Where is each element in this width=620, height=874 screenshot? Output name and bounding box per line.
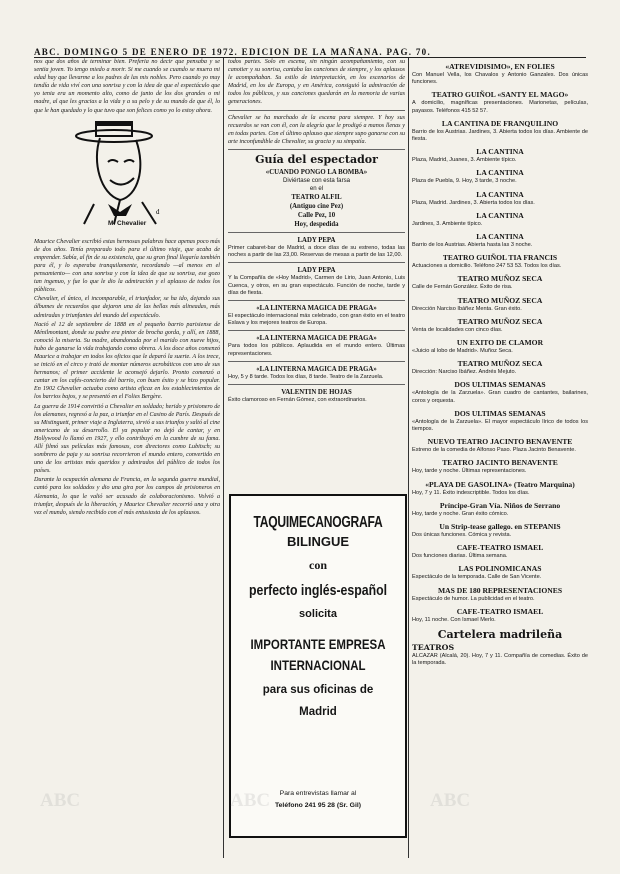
center-paragraph: Chevalier se ha marchado de la escena para siempre. Y hoy sus recuerdos se van con él, con la alegría que le prodigó a manos llenas y en todas partes. Con el último aplauso que siempre supo ganarse con su arte inconfundible de Chevalier, su gracia y su simpatía. (228, 114, 405, 145)
abc-watermark: ABC (230, 790, 271, 811)
guide-title: Guía del espectador (255, 152, 378, 166)
listing-text: «Juicio al lobo de Madrid». Muñoz Seca. (412, 348, 513, 355)
listing-text: Dirección: Narciso Ibáñez. Andrés Mejuto. (412, 369, 517, 376)
article-column (34, 58, 220, 858)
listing-text: «Antología de la Zarzuela». Gran cuadro de cantantes, bailarines, coros y orquesta. (412, 390, 588, 404)
listing-text: Espectáculo de humor. La publicidad en el teatro. (412, 595, 535, 602)
listing-title: TEATRO MUÑOZ SECA (457, 295, 543, 305)
listing-title: CAFE-TEATRO ISMAEL (456, 606, 544, 616)
listing-text: Espectáculo de la temporada. Calle de San Vicente. (412, 574, 542, 581)
listing-text: A domicilio, magníficas presentaciones. Marionetas, películas, payasos. Teléfonos 415 52 57. (412, 100, 588, 114)
listing-title: CAFE-TEATRO ISMAEL (456, 543, 544, 553)
listing-title: TEATRO JACINTO BENAVENTE (442, 458, 558, 468)
divider (228, 232, 405, 233)
divider (228, 361, 405, 362)
page-header: ABC. DOMINGO 5 DE ENERO DE 1972. EDICION DE LA MAÑANA. PAG. 70. (34, 47, 431, 57)
abc-watermark: ABC (40, 790, 81, 811)
listing-text: Calle de Fernán González. Éxito de risa. (412, 284, 513, 291)
listing-text: Plaza de Puebla, 9. Hoy, 3 tarde, 3 noche. (412, 178, 517, 185)
job-advertisement (229, 494, 407, 838)
listing-title: Un Strip-tease gallego. en STEPANIS (439, 522, 561, 532)
cartelera-title: Cartelera madrileña (437, 628, 563, 642)
guide-intro-line: Diviértase con esta farsa (282, 176, 351, 184)
column-rule (408, 58, 409, 858)
listing-title: LA CANTINA (476, 232, 524, 242)
center-paragraph: todos partes. Solo en escena, sin ningún acompañamiento, con su canotier y su sonrisa, cantaba las canciones de siempre, y los aplausos le acompañaban. Su estilo de interpretación, en los escenarios de Madrid, en los de Europa, y en América, consiguió la admiración de todos los públicos, y sus canciones quedarán en la memoria de varias generaciones. (228, 59, 405, 106)
article-paragraph: Maurice Chevalier escribió estas hermosas palabras hace apenas poco más de dos años. Tenía preparado todo para el último viaje, que acaba de emprender. Sabía, al fin de su existencia, que su gran final llegaría también para él, y lo esperaba tranquilamente, recordando —al menos en el pensamiento— con una sonrisa y con la idea de que su sonrisa, ese gozo tan ingenuo, y fue lo que le dio la admiración y el aplauso de todos los públicos. (34, 238, 220, 294)
divider (228, 330, 405, 331)
article-paragraph: Chevalier, el único, el incomparable, el triunfador, se ha ido, dejando sus álbumes de recuerdos que dejaron una de las bellas más alineadas, más admiradas y triunfantes del mundo del espectáculo. (34, 296, 220, 319)
listing-text: Barrio de los Austrias. Jardines, 3. Abierta todos los días. Ambiente de fiesta. (412, 128, 588, 143)
listing-title: LAS POLINOMICANAS (458, 564, 542, 574)
listing-title: LA CANTINA (476, 168, 524, 178)
listing-text: Plaza, Madrid, Juanes, 3. Ambiente típico. (412, 157, 517, 164)
listing-title: LA CANTINA (476, 210, 524, 220)
article-paragraph: nos que dos años de terminar bien. Preferia no decir que pensaba y se sentia joven. Yo tengo miedo a morir. Si me cuando se cuando se muera mi edad hay que llevarme a los padres de las mis nobles. Pero cuando yo muy tendía de vida viví con una sonrisa y con la idea de que el espectáculo que yo tenia era un momento alto, como de junto de los dos grandes o mi madre, al que les gracias a la vida y a su pelo y de su mundo de que él, lo que le han quedado y lo que tuvo que son felices como yo lo estoy ahora. (34, 59, 220, 114)
guide-item-text: Éxito clamoroso en Fernán Gómez, con extraordinarios. (228, 396, 367, 403)
divider (228, 110, 405, 111)
listing-title: TEATRO GUIÑOL «SANTY EL MAGO» (431, 90, 569, 100)
listing-title: UN EXITO DE CLAMOR (456, 338, 544, 348)
guide-item-text: Y la Compañía de «Hoy Madrid», Carmen de Lirio, Juan Antonio, Luis Cuenca, y otros, en su gran espectáculo. Función de noche, tarde y días de fiesta. (228, 275, 405, 296)
listing-text: Plaza, Madrid. Jardines, 3. Abierta todos los días. (412, 199, 535, 206)
column-rule (223, 58, 224, 858)
guide-item-text: Hoy, 5 y 8 tarde. Todos los días, 8 tarde. Teatro de la Zarzuela. (228, 373, 384, 380)
guide-intro-line: TEATRO ALFIL (291, 193, 342, 201)
listing-text: Hoy, tarde y noche. Últimas representaciones. (412, 468, 527, 475)
divider (228, 384, 405, 385)
listing-text: Hoy, tarde y noche. Gran éxito cómico. (412, 510, 509, 517)
listing-text: Barrio de los Austrias. Abierta hasta las 3 noche. (412, 242, 533, 249)
listing-title: «PLAYA DE GASOLINA» (Teatro Marquina) (425, 479, 575, 489)
guide-intro-line: Calle Pez, 10 (297, 211, 336, 219)
guide-item-title: LADY PEPA (297, 267, 336, 275)
listing-text: Dos únicas funciones. Cómica y revista. (412, 532, 512, 539)
article-paragraph: Durante la ocupación alemana de Francia, en la segunda guerra mundial, cantó para los soldados y dio una gira por los campos de prisioneros en Alemania, lo que le valió ser acusado de colaboracionismo. Volvió a triunfar, después de la liberación, y Maurice Chevalier recorrió una y otra vez el mundo, siendo recibido con el más entusiasta de los aplausos. (34, 477, 220, 516)
listing-text: Hoy, 11 noche. Con Ismael Merlo. (412, 616, 496, 623)
listing-title: «ATREVIDISIMO», EN FOLIES (445, 62, 555, 71)
listing-title: TEATRO MUÑOZ SECA (457, 359, 543, 369)
listing-text: Jardines, 3. Ambiente típico. (412, 220, 483, 227)
listing-title: LA CANTINA DE FRANQUILINO (441, 118, 559, 128)
ad-line: IMPORTANTE EMPRESA (250, 636, 386, 652)
listing-title: DOS ULTIMAS SEMANAS (454, 408, 546, 418)
guide-item-text: Para todos los públicos. Aplaudida en el mundo entero. Últimas representaciones. (228, 343, 405, 357)
listing-title: MAS DE 180 REPRESENTACIONES (437, 585, 563, 595)
listings-column (412, 58, 588, 858)
figure-caption: M. Chevalier (108, 219, 147, 227)
ad-line: solicita (299, 608, 337, 620)
listing-text: Estreno de la comedia de Alfonso Paso. Plaza Jacinto Benavente. (412, 447, 576, 454)
divider (228, 149, 405, 150)
listing-title: LA CANTINA (476, 189, 524, 199)
ad-line: Para entrevistas llamar al (279, 790, 357, 797)
divider (228, 300, 405, 301)
ad-line: perfecto inglés-español (248, 582, 388, 599)
listing-text: Dirección Narciso Ibáñez Menta. Gran éxito. (412, 305, 522, 312)
guide-item-title: LADY PEPA (297, 236, 336, 244)
listing-text: Con Manuel Vella, los Chavalos y Antonio Ganzales. Dos únicas funciones. (412, 72, 588, 86)
guide-intro-line: «CUANDO PONGO LA BOMBA» (265, 168, 368, 176)
divider (228, 262, 405, 263)
guide-intro-line: (Antiguo cine Pez) (289, 202, 344, 210)
listing-text: Venta de localidades con cinco días. (412, 326, 503, 333)
ad-line: Teléfono 241 95 28 (Sr. Gil) (275, 802, 361, 809)
listing-title: Príncipe-Gran Vía. Niños de Serrano (439, 500, 561, 510)
listing-text: Actuaciones a domicilio. Teléfono 247 53 53. Todos los días. (412, 263, 562, 270)
listing-title: TEATRO GUIÑOL TIA FRANCIS (442, 253, 558, 263)
ad-line: Madrid (299, 706, 337, 718)
ad-line: INTERNACIONAL (270, 657, 366, 673)
listing-text: Hoy, 7 y 11. Éxito indescriptible. Todos los días. (412, 489, 530, 496)
guide-item-title: VALENTIN DE HOJAS (281, 388, 352, 396)
svg-text:d: d (156, 207, 160, 216)
listing-title: NUEVO TEATRO JACINTO BENAVENTE (427, 437, 573, 447)
listing-title: TEATRO MUÑOZ SECA (457, 274, 543, 284)
guide-item-text: Primer cabaret-bar de Madrid, a doce días de su estreno, todas las noches a partir de las 23,00. Reservas de mesas a partir de las 12,00. (228, 244, 405, 259)
caricature-figure (34, 116, 220, 236)
guide-intro-line: en el (309, 184, 324, 192)
listing-text: «Antología de la Zarzuela». El mayor espectáculo lírico de todos los tiempos. (412, 418, 588, 433)
abc-watermark: ABC (430, 790, 471, 811)
article-paragraph: La guerra de 1914 convirtió a Chevalier en soldado; herido y prisionero de los alemanes, regresó a la paz, a triunfar en el Casino de París. Después de su Mistinguett, primer viaje a Inglaterra, sirvió a sus triunfos y saltó al cine americano de su desarrollo. El ya popular no dejó de cantar, y en Hollywood lo llamó en 1927, y ello contribuyó en la cumbre de su fama. Allí filmó sus películas más famosas, con directores como Lubitsch; su sombrero de paja y su sonrisa recorrieron el mundo entero, convertido en uno de los artistas más queridos y admirados del público de todos los países. (34, 403, 220, 475)
listing-text: Dos funciones diarias. Última semana. (412, 553, 508, 560)
guide-item-title: «LA LINTERNA MAGICA DE PRAGA» (256, 365, 377, 373)
teatros-text: ALCAZAR (Alcalá, 20). Hoy, 7 y 11. Compañía de comedias. Éxito de la temporada. (412, 653, 588, 667)
ad-line: BILINGUE (286, 534, 350, 549)
ad-line: con (309, 558, 327, 572)
guide-item-title: «LA LINTERNA MAGICA DE PRAGA» (256, 304, 377, 312)
listing-title: DOS ULTIMAS SEMANAS (454, 380, 546, 390)
guide-item-title: «LA LINTERNA MAGICA DE PRAGA» (256, 335, 377, 343)
ad-line: TAQUIMECANOGRAFA (253, 514, 383, 531)
ad-line: para sus oficinas de (262, 684, 374, 696)
listing-title: TEATRO MUÑOZ SECA (457, 316, 543, 326)
guide-intro-line: Hoy, despedida (294, 220, 339, 228)
chevalier-caricature (34, 116, 220, 226)
listing-title: LA CANTINA (476, 147, 524, 157)
teatros-heading: TEATROS (412, 643, 455, 653)
guide-item-text: El espectáculo internacional más celebrado, con gran éxito en el teatro Eslava y los mejores teatros de Europa. (228, 312, 405, 327)
article-paragraph: Nació el 12 de septiembre de 1888 en el pequeño barrio parisiense de Ménilmontant, donde su padre era pintor de brocha gorda, y allí, en 1888, conoció la miseria. Su madre, abandonada por el marido con nueve hijos, hubo de ganarse la vida trabajando como obrera. A los doce años comenzó Maurice a trabajar en todos los oficios que le deparó la suerte. A los trece, se inició en el circo y trató de montar números acrobáticos con uno de sus hermanos; el primer accidente le aconsejó dejarlo. Pronto comenzó a cantar en los cafés-concierto del barrio, con buen éxito y se hizo popular. En 1902 Chevalier actuaba como artista eficaz en los establecimientos de los barrios bajos, y se presentó en el Folies Bergère. (34, 321, 220, 401)
